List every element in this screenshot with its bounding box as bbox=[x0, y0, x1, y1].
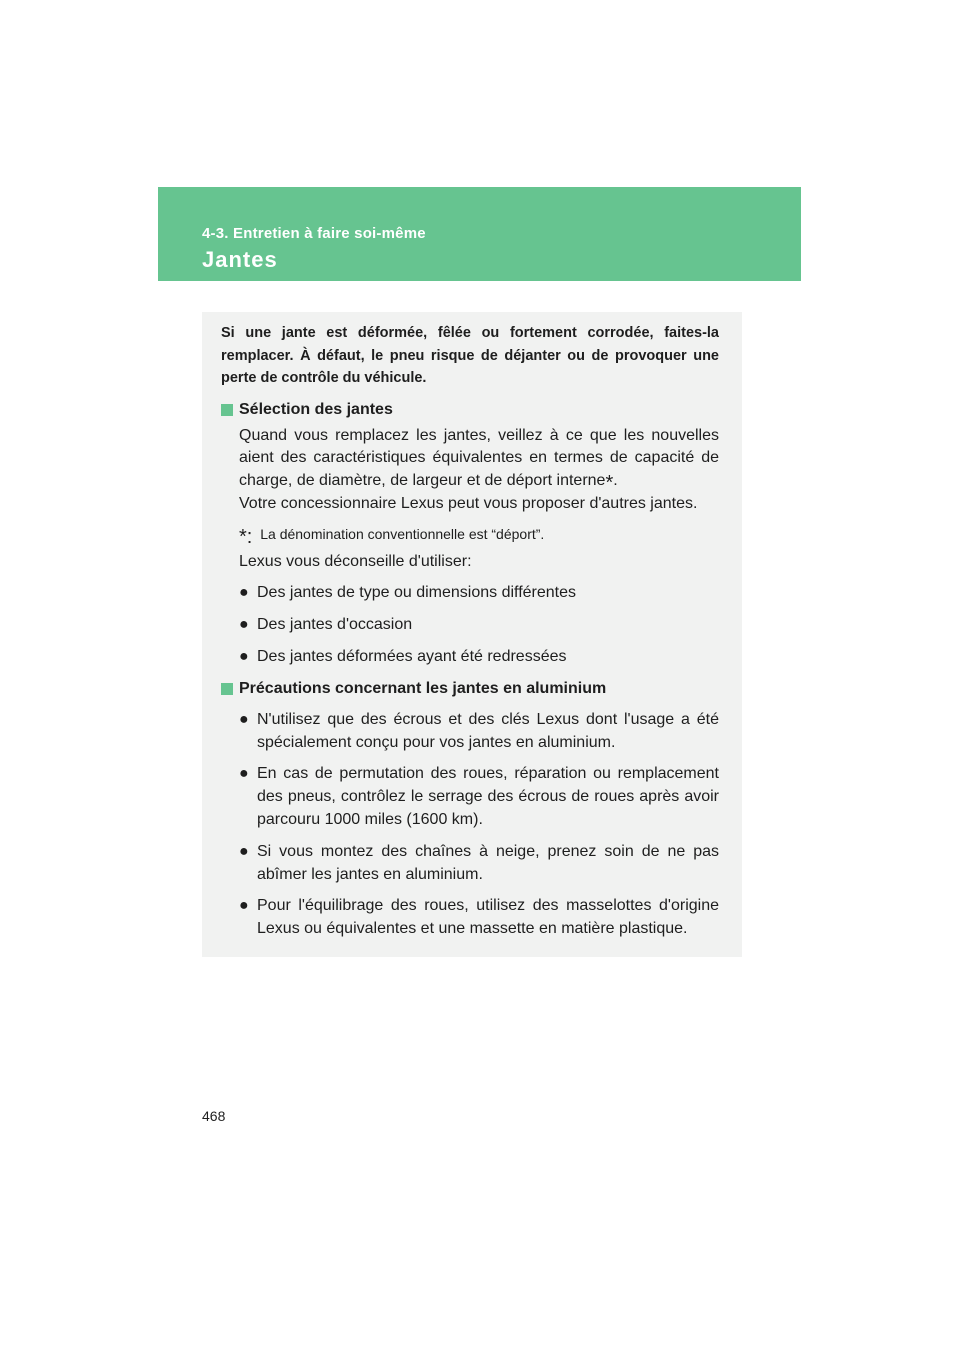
advice-lead: Lexus vous déconseille d'utiliser: bbox=[239, 552, 472, 570]
bullet-icon: ● bbox=[239, 765, 249, 783]
bullet-icon: ● bbox=[239, 648, 249, 666]
list-item-text: En cas de permutation des roues, réparation ou remplacement des pneus, contrôlez le serrage des écrous de roues après avoir parcouru 1000 miles (1600 km). bbox=[257, 765, 719, 829]
bullet-icon: ● bbox=[239, 616, 249, 634]
list-item-text: Des jantes déformées ayant été redressées bbox=[257, 648, 567, 666]
section-header bbox=[158, 187, 801, 281]
section-label: 4-3. Entretien à faire soi-même bbox=[202, 225, 426, 242]
warning-intro: Si une jante est déformée, fêlée ou fortement corrodée, faites-la remplacer. À défaut, le pneu risque de déjanter ou de provoquer une perte de contrôle du véhicule. bbox=[221, 325, 719, 386]
list-item bbox=[239, 763, 719, 831]
green-square-icon bbox=[221, 683, 233, 695]
bullet-icon: ● bbox=[239, 842, 249, 860]
list-item bbox=[239, 614, 719, 637]
content-box bbox=[202, 312, 742, 957]
list-item-text: N'utilisez que des écrous et des clés Lexus dont l'usage a été spécialement conçu pour vos jantes en aluminium. bbox=[257, 710, 719, 751]
list-item-text: Si vous montez des chaînes à neige, prenez soin de ne pas abîmer les jantes en aluminium. bbox=[257, 842, 719, 883]
footnote-text: La dénomination conventionnelle est “déport”. bbox=[260, 525, 545, 542]
subheading-aluminium bbox=[221, 678, 719, 700]
list-item-text: Des jantes de type ou dimensions différentes bbox=[257, 584, 577, 602]
page-title: Jantes bbox=[202, 247, 278, 272]
selection-paragraph bbox=[239, 425, 719, 516]
footnote-mark: *: bbox=[239, 525, 253, 548]
list-item bbox=[239, 895, 719, 941]
bullet-icon: ● bbox=[239, 584, 249, 602]
bullet-icon: ● bbox=[239, 897, 249, 915]
subheading-selection-label: Sélection des jantes bbox=[239, 400, 393, 418]
page-number: 468 bbox=[202, 1108, 226, 1124]
asterisk-mark: * bbox=[605, 472, 614, 495]
list-item-text: Pour l'équilibrage des roues, utilisez des masselottes d'origine Lexus ou équivalentes et une massette en matière plastique. bbox=[257, 897, 719, 938]
list-item bbox=[239, 709, 719, 755]
selection-paragraph-end: . bbox=[613, 472, 618, 490]
green-square-icon bbox=[221, 404, 233, 416]
selection-paragraph-text: Quand vous remplacez les jantes, veillez à ce que les nouvelles aient des caractéristiques équivalentes en termes de capacité de charge, de diamètre, de largeur et de déport interne bbox=[239, 426, 719, 490]
footnote bbox=[239, 523, 719, 548]
list-item bbox=[239, 646, 719, 669]
dealer-paragraph: Votre concessionnaire Lexus peut vous proposer d'autres jantes. bbox=[239, 494, 698, 512]
subheading-aluminium-label: Précautions concernant les jantes en aluminium bbox=[239, 679, 607, 697]
list-item-text: Des jantes d'occasion bbox=[257, 616, 413, 634]
bullet-icon: ● bbox=[239, 710, 249, 728]
list-item bbox=[239, 582, 719, 605]
subheading-selection bbox=[221, 399, 719, 421]
list-item bbox=[239, 841, 719, 887]
